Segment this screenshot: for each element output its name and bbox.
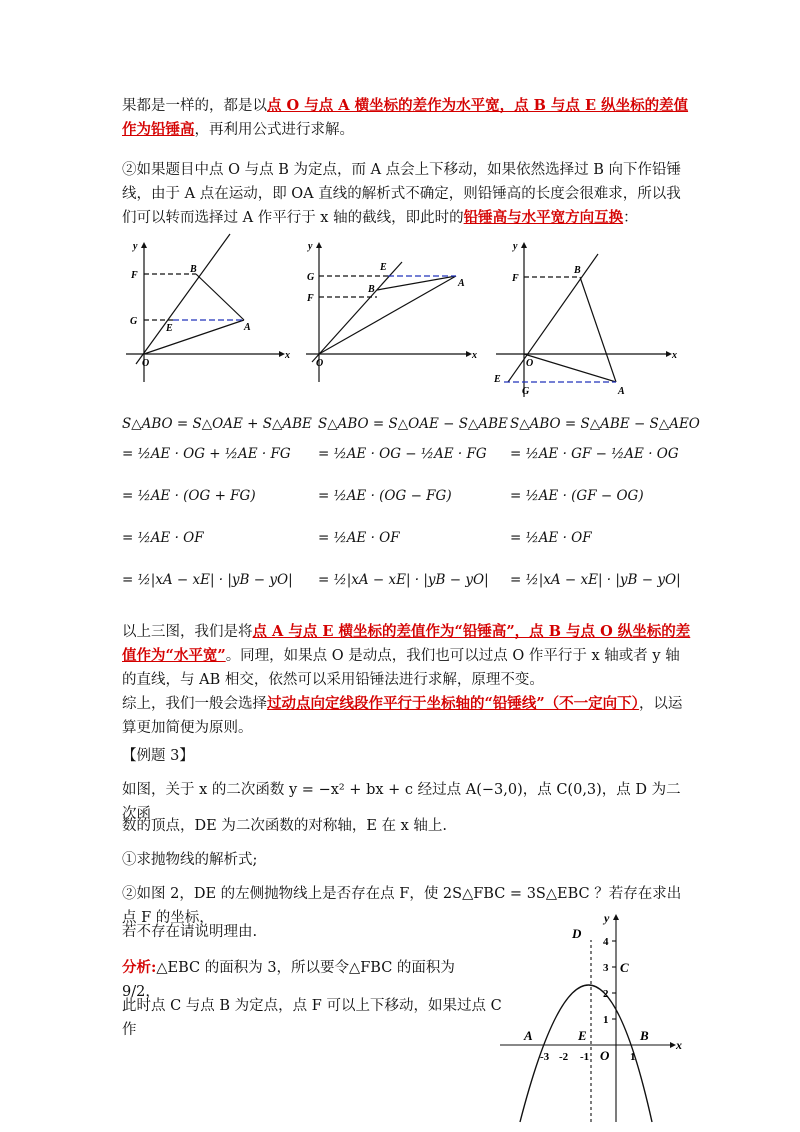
x-tick-1: 1 [630,1051,636,1063]
figure-1 [118,232,298,392]
case2-text-end: ： [623,210,638,226]
formula-line: = ½AE · OG − ½AE · FG [318,446,487,462]
question-1: ①求抛物线的解析式; [122,852,258,868]
paragraph-case2 [122,158,692,230]
label-b: B [640,1028,649,1043]
label-y: y [133,241,138,252]
segment-ba [196,274,244,320]
label-x: x [672,350,677,361]
intro-text-end: ，再利用公式进行求解。 [194,122,354,138]
label-a: A [458,278,465,289]
formula-line: = ½AE · GF − ½AE · OG [510,446,679,462]
segment-oa [144,320,244,354]
figure-2 [298,232,483,392]
label-x: x [285,350,290,361]
intro-highlight: 点 O 与点 A 横坐标的差作为水平宽，点 B 与点 E 纵坐标的差值作为铅锤高 [122,97,689,138]
x-tick-neg3: -3 [540,1051,550,1063]
y-tick-2: 2 [603,988,609,1000]
label-g: G [130,316,138,327]
formula-line: = ½AE · OG + ½AE · FG [122,446,291,462]
x-tick-neg1: -1 [580,1051,590,1063]
label-d: D [572,926,582,941]
label-x: x [676,1038,682,1052]
formula-line: = ½|xA − xE| · |yB − yO| [122,572,293,588]
label-b: B [368,284,375,295]
segment-ba [580,277,616,382]
label-f: F [131,270,138,281]
case2-highlight: 铅锤高与水平宽方向互换 [463,209,624,226]
label-e: E [380,262,387,273]
line-ob [136,234,230,364]
label-y: y [513,241,518,252]
segment-oa [524,354,616,382]
label-a: A [244,322,251,333]
formula-line: S△ABO = S△OAE − S△ABE [318,416,508,432]
summary-highlight-1: 点 A 与点 E 横坐标的差值作为“铅锤高”，点 B 与点 O 纵坐标的差值作为“水平宽” [122,623,691,664]
summary-text-mid: 。同理，如果点 O 是动点，我们也可以过点 O 作平行于 x 轴或者 y 轴的直线，与 AB 相交，依然可以采用铅锤法进行求解，原理不变。 [122,648,680,688]
label-c: C [620,960,629,975]
analysis-text: △EBC 的面积为 3，所以要令△FBC 的面积为 9/2， [122,960,455,1000]
example-title: 【例题 3】 [122,748,194,764]
label-a: A [524,1028,533,1043]
analysis-label: 分析: [122,959,157,976]
label-f: F [512,273,519,284]
line-ob [312,262,402,362]
example-line-2: 数的顶点，DE 为二次函数的对称轴，E 在 x 轴上. [122,818,448,834]
question-2: ②如图 2，DE 的左侧抛物线上是否存在点 F，使 2S△FBC = 3S△EBC ？若存在求出点 F 的坐标， [122,886,682,926]
formula-line: S△ABO = S△OAE + S△ABE [122,416,312,432]
label-a: A [618,386,625,397]
label-b: B [574,265,581,276]
label-o: O [600,1048,610,1063]
label-e: E [578,1028,587,1043]
formula-line: S△ABO = S△ABE − S△AEO [510,416,700,432]
label-o: O [316,358,324,369]
y-tick-3: 3 [603,962,609,974]
summary-highlight-2: 过动点向定线段作平行于坐标轴的“铅锤线”（不一定向下） [267,695,639,712]
label-y: y [604,911,610,925]
label-b: B [190,264,197,275]
label-g: G [522,386,530,397]
intro-text: 果都是一样的，都是以 [122,98,267,114]
example-line-1: 如图，关于 x 的二次函数 y = −x² + bx + c 经过点 A(−3,0)，点 C(0,3)，点 D 为二次函 [122,782,681,822]
label-o: O [142,358,150,369]
label-e: E [494,374,501,385]
summary-line2-end: ，以运算更加简便为原则。 [122,696,683,736]
x-tick-neg2: -2 [559,1051,569,1063]
formula-line: = ½|xA − xE| · |yB − yO| [318,572,489,588]
formula-line: = ½AE · (OG + FG) [122,488,256,504]
label-y: y [308,241,313,252]
summary-line2: 综上，我们一般会选择 [122,696,267,712]
formula-line: = ½AE · OF [510,530,592,546]
y-tick-1: 1 [603,1014,609,1026]
figure-3 [488,232,683,402]
case2-text: ②如果题目中点 O 与点 B 为定点，而 A 点会上下移动，如果依然选择过 B 向下作铅锤线，由于 A 点在运动，即 OA 直线的解析式不确定，则铅锤高的长度会很难求，所以我们可以转而选择过 A 作平行于 x 轴的截线，即此时的 [122,162,682,226]
paragraph-intro [122,94,692,142]
label-g: G [307,272,315,283]
formula-line: = ½|xA − xE| · |yB − yO| [510,572,681,588]
parabola-graph [496,910,686,1125]
formula-line: = ½AE · (OG − FG) [318,488,452,504]
formula-line: = ½AE · OF [122,530,204,546]
formula-line: = ½AE · OF [318,530,400,546]
label-f: F [307,293,314,304]
label-x: x [472,350,477,361]
analysis-text-2: 此时点 C 与点 B 为定点，点 F 可以上下移动，如果过点 C 作 [122,998,502,1038]
label-o: O [526,358,534,369]
question-2-cont: 若不存在请说明理由. [122,924,258,940]
summary-text: 以上三图，我们是将 [122,624,253,640]
paragraph-summary [122,620,692,740]
label-e: E [166,323,173,334]
y-tick-4: 4 [603,936,609,948]
formula-line: = ½AE · (GF − OG) [510,488,644,504]
